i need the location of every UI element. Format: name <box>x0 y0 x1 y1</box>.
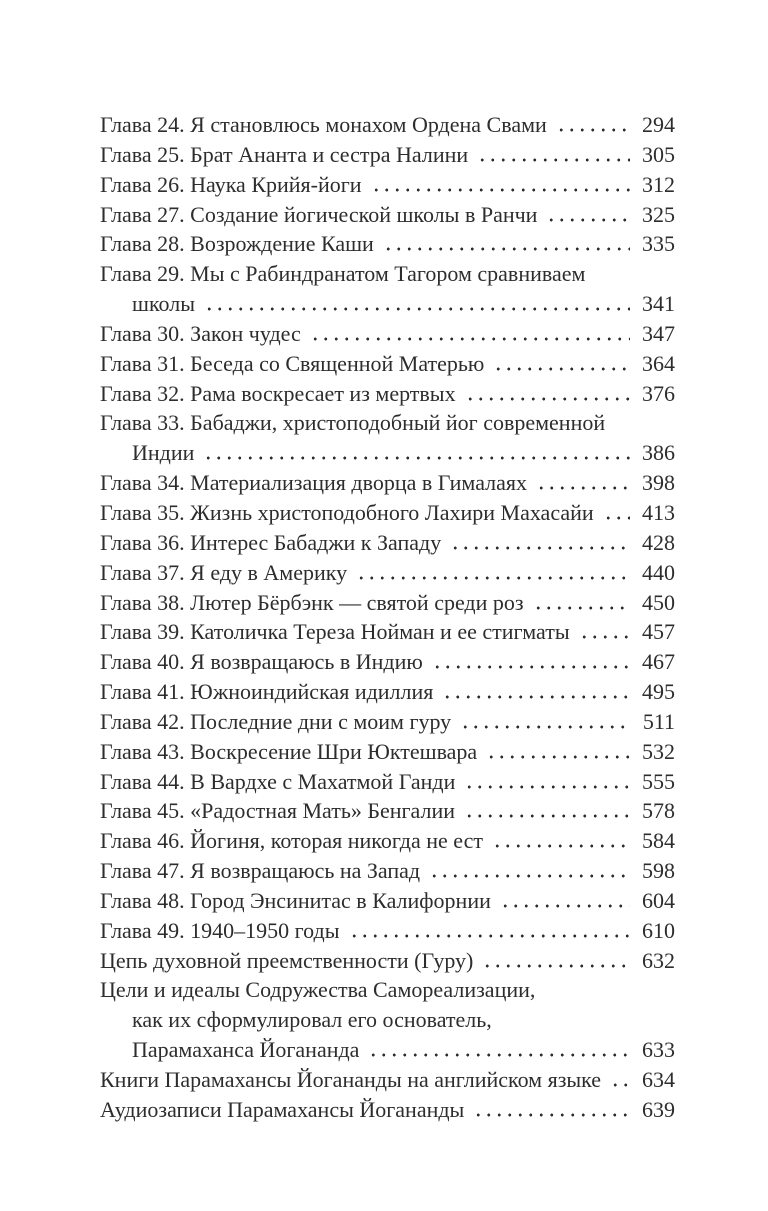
toc-entry <box>100 289 675 319</box>
dot-leader <box>448 546 630 550</box>
toc-entry <box>100 558 675 588</box>
dot-leader <box>462 785 630 789</box>
dot-leader <box>440 695 630 699</box>
dot-leader <box>462 814 630 818</box>
toc-entry-title: Цепь духовной преемственности (Гуру) <box>100 947 474 973</box>
toc-entry <box>100 1065 675 1095</box>
toc-entry-title: Глава 38. Лютер Бёрбэнк — святой среди роз <box>100 589 524 615</box>
toc-entry <box>100 528 675 558</box>
toc-entry <box>100 946 675 976</box>
toc-entry <box>100 856 675 886</box>
toc-entry-title: Глава 46. Йогиня, которая никогда не ест <box>100 828 483 854</box>
toc-entry <box>100 886 675 916</box>
dot-leader <box>354 576 630 580</box>
toc-entry-title: Глава 24. Я становлюсь монахом Ордена Свами <box>100 112 547 137</box>
toc-entry-page: 428 <box>642 529 675 555</box>
dot-leader <box>531 606 630 610</box>
dot-leader <box>490 844 630 848</box>
toc-entry-title: Глава 32. Рама воскресает из мертвых <box>100 380 456 406</box>
toc-entry <box>100 617 675 647</box>
dot-leader <box>601 516 630 520</box>
toc-entry-title: Глава 40. Я возвращаюсь в Индию <box>100 649 423 675</box>
toc-entry <box>100 975 675 1005</box>
dot-leader <box>480 964 630 968</box>
dot-leader <box>369 188 630 192</box>
dot-leader <box>484 755 630 759</box>
dot-leader <box>608 1083 630 1087</box>
toc-entry-page: 532 <box>642 738 675 764</box>
toc-entry <box>100 1005 675 1035</box>
toc-entry-title: Глава 39. Католичка Тереза Нойман и ее стигматы <box>100 619 570 645</box>
dot-leader <box>347 934 631 938</box>
toc-entry <box>100 916 675 946</box>
toc-entry-title: Глава 26. Наука Крийя-йоги <box>100 171 362 197</box>
toc-entry-page: 495 <box>642 679 675 705</box>
toc-entry-title: Глава 27. Создание йогической школы в Ранчи <box>100 201 538 227</box>
toc-entry <box>100 707 675 737</box>
dot-leader <box>366 1053 630 1057</box>
toc-entry-title: Глава 42. Последние дни с моим гуру <box>100 708 452 734</box>
toc-entry <box>100 379 675 409</box>
toc-entry-title: школы <box>132 291 195 317</box>
toc-entry-title: Глава 49. 1940–1950 годы <box>100 917 340 943</box>
toc-entry-title: Глава 30. Закон чудес <box>100 320 301 346</box>
toc-entry <box>100 408 675 438</box>
toc-entry <box>100 1095 675 1125</box>
toc-entry <box>100 319 675 349</box>
toc-entry <box>100 588 675 618</box>
toc-entry <box>100 737 675 767</box>
toc-entry-page: 584 <box>642 828 675 854</box>
toc-entry-page: 555 <box>642 768 675 794</box>
toc-entry-page: 610 <box>642 917 675 943</box>
toc-entry-title: Глава 31. Беседа со Священной Матерью <box>100 350 485 376</box>
dot-leader <box>308 337 630 341</box>
toc-entry <box>100 498 675 528</box>
toc-entry-title: Аудиозаписи Парамахансы Йогананды <box>100 1096 465 1122</box>
toc-entry-title: Глава 44. В Вардхе с Махатмой Ганди <box>100 768 456 794</box>
toc-entry <box>100 259 675 289</box>
toc-entry <box>100 767 675 797</box>
toc-entry-page: 347 <box>642 320 675 346</box>
toc-entry-title: Глава 34. Материализация дворца в Гималаях <box>100 470 528 496</box>
toc-entry-title: Индии <box>132 440 195 466</box>
toc-entry-title: Глава 33. Бабаджи, христоподобный йог современной <box>100 410 606 436</box>
dot-leader <box>202 307 630 311</box>
dot-leader <box>471 1113 630 1117</box>
toc-entry <box>100 796 675 826</box>
toc-entry-page: 604 <box>642 887 675 913</box>
toc-entry <box>100 1035 675 1065</box>
toc-entry-page: 398 <box>642 470 675 496</box>
toc-entry <box>100 438 675 468</box>
toc-entry-page: 294 <box>642 112 675 137</box>
dot-leader <box>430 665 630 669</box>
dot-leader <box>491 367 630 371</box>
dot-leader <box>554 128 630 132</box>
toc-entry-page: 413 <box>642 499 675 525</box>
dot-leader <box>534 486 630 490</box>
toc-entry-page: 578 <box>642 798 675 824</box>
toc-entry-title: Глава 29. Мы с Рабиндранатом Тагором сравниваем <box>100 261 586 287</box>
toc-entry <box>100 170 675 200</box>
dot-leader <box>427 874 630 878</box>
toc-entry-title: Глава 28. Возрождение Каши <box>100 231 374 257</box>
toc-entry-page: 305 <box>642 141 675 167</box>
toc-entry-title: Глава 35. Жизнь христоподобного Лахири Махасайи <box>100 499 594 525</box>
toc-entry-title: Глава 25. Брат Ананта и сестра Налини <box>100 141 469 167</box>
dot-leader <box>381 247 630 251</box>
toc-entry-page: 325 <box>642 201 675 227</box>
toc-entry-page: 364 <box>642 350 675 376</box>
dot-leader <box>544 218 630 222</box>
toc-entry-page: 511 <box>642 708 675 734</box>
toc-entry-title: Глава 43. Воскресение Шри Юктешвара <box>100 738 478 764</box>
toc-entry-title: Глава 41. Южноиндийская идиллия <box>100 679 434 705</box>
toc-entry <box>100 200 675 230</box>
toc-list <box>100 110 675 1125</box>
toc-entry-page: 639 <box>642 1096 675 1122</box>
toc-entry-title: Глава 48. Город Энсинитас в Калифорнии <box>100 887 491 913</box>
toc-entry-page: 376 <box>642 380 675 406</box>
toc-entry <box>100 110 675 140</box>
toc-entry <box>100 468 675 498</box>
toc-entry <box>100 677 675 707</box>
toc-entry-page: 633 <box>642 1037 675 1063</box>
toc-entry-page: 386 <box>642 440 675 466</box>
dot-leader <box>458 725 631 729</box>
toc-entry-title: Цели и идеалы Содружества Самореализации, <box>100 977 536 1003</box>
toc-entry <box>100 647 675 677</box>
dot-leader <box>201 456 630 460</box>
toc-entry-page: 632 <box>642 947 675 973</box>
toc-entry <box>100 826 675 856</box>
toc-entry <box>100 140 675 170</box>
toc-entry-page: 341 <box>642 291 675 317</box>
toc-entry-title: Парамаханса Йогананда <box>132 1037 360 1063</box>
dot-leader <box>498 904 630 908</box>
toc-entry-title: Глава 36. Интерес Бабаджи к Западу <box>100 529 442 555</box>
toc-entry-page: 312 <box>642 171 675 197</box>
dot-leader <box>463 397 630 401</box>
toc-entry <box>100 349 675 379</box>
toc-entry <box>100 229 675 259</box>
toc-entry-page: 335 <box>642 231 675 257</box>
toc-entry-title: Книги Парамахансы Йогананды на английском языке <box>100 1067 602 1092</box>
toc-entry-page: 467 <box>642 649 675 675</box>
toc-entry-title: Глава 37. Я еду в Америку <box>100 559 348 585</box>
dot-leader <box>475 158 630 162</box>
toc-entry-title: как их сформулировал его основатель, <box>132 1007 492 1033</box>
toc-entry-page: 450 <box>642 589 675 615</box>
toc-entry-title: Глава 47. Я возвращаюсь на Запад <box>100 858 421 884</box>
toc-entry-page: 598 <box>642 858 675 884</box>
toc-entry-page: 440 <box>642 559 675 585</box>
toc-entry-page: 457 <box>642 619 675 645</box>
dot-leader <box>577 635 630 639</box>
toc-entry-title: Глава 45. «Радостная Мать» Бенгалии <box>100 798 456 824</box>
toc-entry-page: 634 <box>642 1067 675 1092</box>
